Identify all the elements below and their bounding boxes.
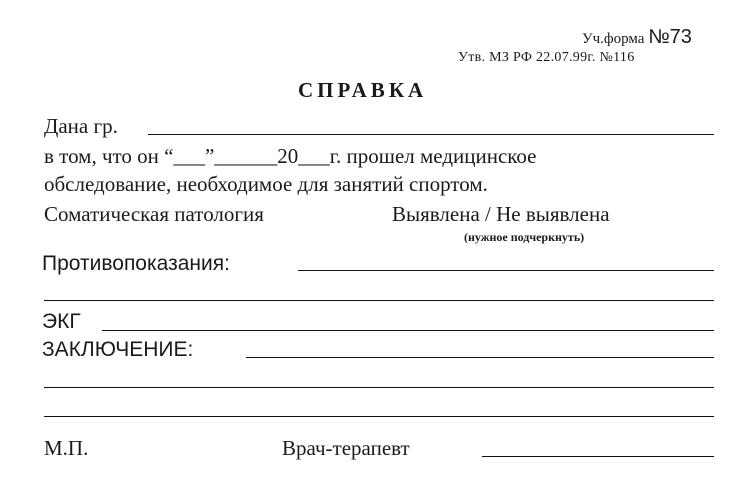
conclusion-label: ЗАКЛЮЧЕНИЕ: (42, 338, 194, 361)
pathology-label: Соматическая патология (44, 202, 264, 226)
doctor-label: Врач-терапевт (282, 436, 410, 460)
conclusion-field-line[interactable] (246, 357, 714, 358)
contraindications-label: Противопоказания: (42, 252, 230, 275)
pathology-options[interactable]: Выявлена / Не выявлена (392, 202, 610, 226)
doctor-signature-line[interactable] (482, 456, 714, 457)
ecg-label: ЭКГ (42, 310, 81, 333)
stamp-label: М.П. (44, 436, 89, 460)
conclusion-field-line-3[interactable] (44, 416, 714, 417)
issued-to-label: Дана гр. (44, 114, 118, 138)
ecg-field-line[interactable] (102, 330, 714, 331)
document-title: СПРАВКА (298, 78, 428, 102)
pathology-hint: (нужное подчеркнуть) (464, 230, 585, 244)
issued-to-field-line[interactable] (148, 134, 714, 135)
form-number-label (582, 26, 692, 49)
exam-purpose-sentence: обследование, необходимое для занятий спортом. (44, 172, 488, 196)
approval-reference: Утв. МЗ РФ 22.07.99г. №116 (458, 50, 635, 65)
form-type-text: Уч.форма (582, 31, 645, 47)
form-number-value: №73 (648, 26, 692, 48)
conclusion-field-line-2[interactable] (44, 387, 714, 388)
exam-date-sentence: в том, что он “___”______20___г. прошел медицинское (44, 144, 537, 168)
contraindications-field-line[interactable] (298, 270, 714, 271)
contraindications-field-line-2[interactable] (44, 300, 714, 301)
